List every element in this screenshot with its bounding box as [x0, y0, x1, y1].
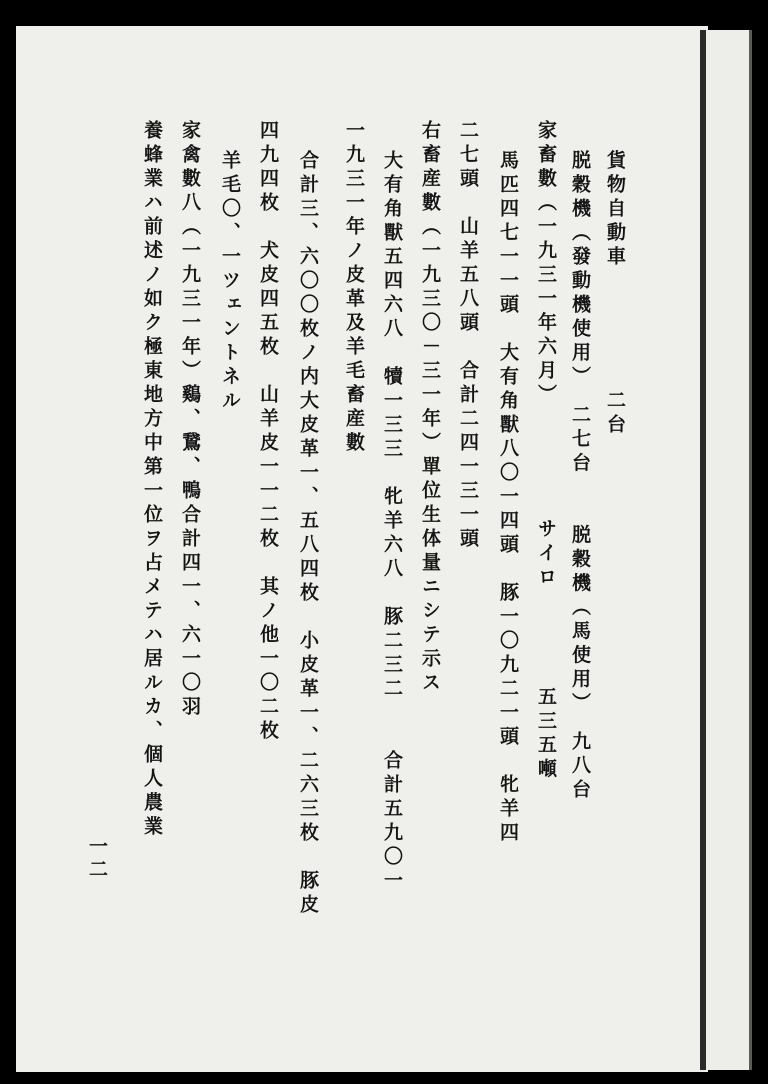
- document-page: [16, 26, 708, 1072]
- text-column-12: 家禽數八（一九三一年）鷄、鵞、鴨合計四一、六一〇羽: [179, 120, 201, 720]
- text-column-11: 羊毛〇、一ツェントネル: [219, 150, 241, 414]
- text-column-4: 馬匹四七一一頭 大有角獸八〇一四頭 豚一〇九二一頭 牝羊四: [497, 150, 519, 846]
- text-column-9: 合計三、六〇〇枚ノ内大皮革一、五八四枚 小皮革一、二六三枚 豚皮: [297, 150, 319, 918]
- text-column-8: 一九三一年ノ皮革及羊毛畜産數: [343, 120, 365, 456]
- text-column-1: 貨物自動車 二台: [604, 150, 626, 438]
- adjacent-page-edge: [700, 30, 752, 1070]
- text-column-6: 右畜産數（一九三〇－三一年）單位生体量ニシテ示ス: [419, 120, 441, 696]
- text-column-7: 大有角獸五四六八 犢一三三 牝羊六八 豚二三二 合計五九〇一: [381, 150, 403, 894]
- text-column-5: 二七頭 山羊五八頭 合計二四一三一頭: [457, 120, 479, 552]
- text-column-10: 四九四枚 犬皮四五枚 山羊皮一一二枚 其ノ他一〇二枚: [257, 120, 279, 744]
- text-column-3: 家畜數（一九三一年六月） サイロ 五三五噸: [535, 120, 557, 783]
- page-number: 一二: [86, 836, 108, 882]
- text-column-13: 養蜂業ハ前述ノ如ク極東地方中第一位ヲ占メテハ居ルカ、個人農業: [141, 120, 163, 840]
- text-column-2: 脱穀機（發動機使用） 二七台 脱穀機（馬使用） 九八台: [569, 150, 591, 803]
